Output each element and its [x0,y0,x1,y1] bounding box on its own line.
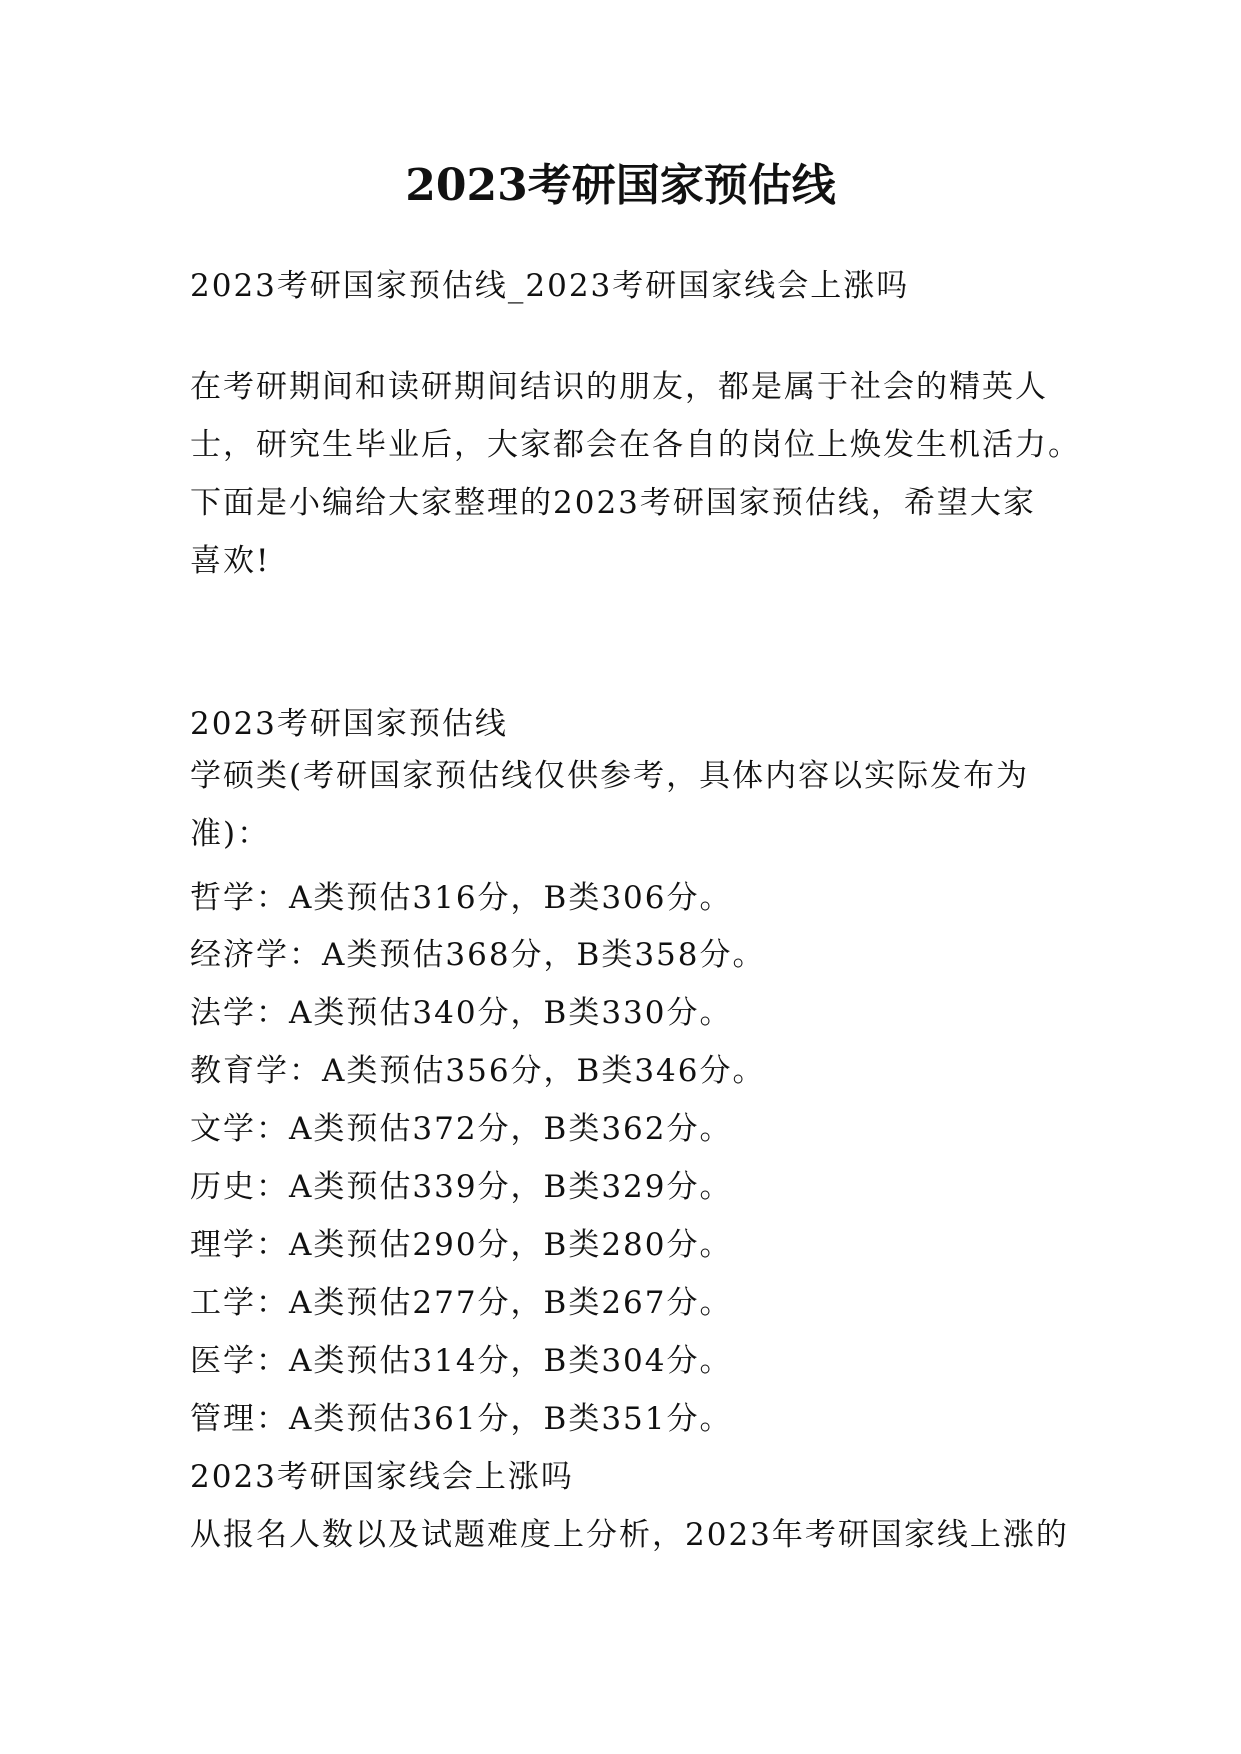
intro-line: 喜欢! [190,543,271,579]
document-title: 2023考研国家预估线 [405,160,836,211]
intro-line: 在考研期间和读研期间结识的朋友，都是属于社会的精英人 [190,369,1048,405]
intro-paragraph [190,358,1081,590]
section-note [190,747,1060,863]
score-line: 法学：A类预估340分，B类330分。 [190,995,733,1031]
score-line: 文学：A类预估372分，B类362分。 [190,1111,733,1147]
section-heading-estimate: 2023考研国家预估线 [190,706,508,742]
score-line: 管理：A类预估361分，B类351分。 [190,1401,733,1437]
section-heading-rise: 2023考研国家线会上涨吗 [190,1459,574,1495]
score-line: 经济学：A类预估368分，B类358分。 [190,937,766,973]
note-line: 准)： [190,816,271,852]
intro-line: 士，研究生毕业后，大家都会在各自的岗位上焕发生机活力。 [190,427,1081,463]
body-line: 从报名人数以及试题难度上分析，2023年考研国家线上涨的 [190,1517,1069,1553]
score-line: 理学：A类预估290分，B类280分。 [190,1227,733,1263]
score-line: 医学：A类预估314分，B类304分。 [190,1343,733,1379]
score-line: 工学：A类预估277分，B类267分。 [190,1285,733,1321]
intro-line: 下面是小编给大家整理的2023考研国家预估线，希望大家 [190,485,1036,521]
note-line: 学硕类(考研国家预估线仅供参考，具体内容以实际发布为 [190,758,1030,794]
score-line: 教育学：A类预估356分，B类346分。 [190,1053,766,1089]
score-line: 哲学：A类预估316分，B类306分。 [190,880,733,916]
score-line: 历史：A类预估339分，B类329分。 [190,1169,733,1205]
document-subtitle: 2023考研国家预估线_2023考研国家线会上涨吗 [190,268,910,304]
